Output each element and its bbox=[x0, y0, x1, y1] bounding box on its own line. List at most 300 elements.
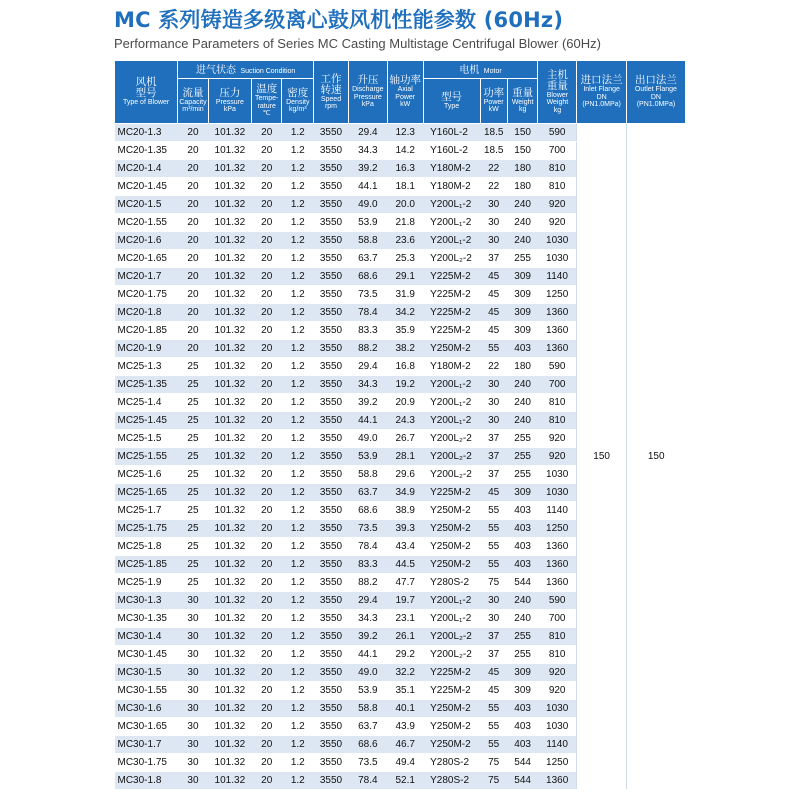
cell-axial-power: 28.1 bbox=[387, 447, 423, 465]
cell-motor-power: 37 bbox=[480, 465, 507, 483]
cell-axial-power: 35.9 bbox=[387, 321, 423, 339]
cell-discharge-pressure: 88.2 bbox=[348, 573, 387, 591]
cell-pressure: 101.32 bbox=[208, 177, 251, 195]
cell-motor-weight: 240 bbox=[507, 195, 538, 213]
cell-model: MC30-1.4 bbox=[115, 627, 178, 645]
cell-blower-weight: 810 bbox=[538, 627, 577, 645]
cell-motor-type: Y225M-2 bbox=[423, 483, 480, 501]
cell-pressure: 101.32 bbox=[208, 159, 251, 177]
cell-motor-weight: 240 bbox=[507, 375, 538, 393]
cell-temperature: 20 bbox=[251, 447, 282, 465]
cell-capacity: 25 bbox=[178, 447, 209, 465]
cell-discharge-pressure: 58.8 bbox=[348, 699, 387, 717]
cell-density: 1.2 bbox=[282, 735, 314, 753]
cell-capacity: 30 bbox=[178, 753, 209, 771]
cell-pressure: 101.32 bbox=[208, 519, 251, 537]
cell-axial-power: 39.3 bbox=[387, 519, 423, 537]
cell-density: 1.2 bbox=[282, 231, 314, 249]
cell-capacity: 25 bbox=[178, 357, 209, 375]
cell-density: 1.2 bbox=[282, 627, 314, 645]
cell-discharge-pressure: 63.7 bbox=[348, 717, 387, 735]
cell-motor-weight: 255 bbox=[507, 429, 538, 447]
cell-axial-power: 43.9 bbox=[387, 717, 423, 735]
cell-model: MC25-1.8 bbox=[115, 537, 178, 555]
cell-temperature: 20 bbox=[251, 573, 282, 591]
cell-speed: 3550 bbox=[314, 663, 349, 681]
cell-speed: 3550 bbox=[314, 249, 349, 267]
cell-discharge-pressure: 58.8 bbox=[348, 231, 387, 249]
cell-motor-power: 75 bbox=[480, 771, 507, 789]
cell-motor-type: Y200L₁-2 bbox=[423, 609, 480, 627]
cell-speed: 3550 bbox=[314, 591, 349, 609]
cell-temperature: 20 bbox=[251, 555, 282, 573]
cell-motor-power: 30 bbox=[480, 213, 507, 231]
cell-motor-power: 55 bbox=[480, 735, 507, 753]
cell-motor-power: 45 bbox=[480, 303, 507, 321]
cell-density: 1.2 bbox=[282, 303, 314, 321]
cell-pressure: 101.32 bbox=[208, 609, 251, 627]
cell-motor-power: 55 bbox=[480, 699, 507, 717]
cell-capacity: 25 bbox=[178, 411, 209, 429]
cell-density: 1.2 bbox=[282, 717, 314, 735]
cell-temperature: 20 bbox=[251, 321, 282, 339]
cell-speed: 3550 bbox=[314, 465, 349, 483]
cell-pressure: 101.32 bbox=[208, 375, 251, 393]
cell-motor-power: 18.5 bbox=[480, 141, 507, 159]
cell-blower-weight: 1030 bbox=[538, 249, 577, 267]
cell-motor-power: 37 bbox=[480, 429, 507, 447]
cell-density: 1.2 bbox=[282, 159, 314, 177]
cell-motor-type: Y200L₂-2 bbox=[423, 645, 480, 663]
cell-temperature: 20 bbox=[251, 591, 282, 609]
cell-axial-power: 25.3 bbox=[387, 249, 423, 267]
cell-motor-type: Y250M-2 bbox=[423, 519, 480, 537]
page-title: MC 系列铸造多级离心鼓风机性能参数 (60Hz) bbox=[114, 8, 564, 32]
cell-axial-power: 29.1 bbox=[387, 267, 423, 285]
cell-blower-weight: 1030 bbox=[538, 699, 577, 717]
cell-temperature: 20 bbox=[251, 159, 282, 177]
cell-axial-power: 20.0 bbox=[387, 195, 423, 213]
cell-blower-weight: 1250 bbox=[538, 285, 577, 303]
cell-blower-weight: 1360 bbox=[538, 573, 577, 591]
cell-motor-type: Y200L₁-2 bbox=[423, 195, 480, 213]
cell-temperature: 20 bbox=[251, 771, 282, 789]
cell-motor-power: 30 bbox=[480, 195, 507, 213]
cell-density: 1.2 bbox=[282, 393, 314, 411]
cell-density: 1.2 bbox=[282, 249, 314, 267]
cell-discharge-pressure: 49.0 bbox=[348, 663, 387, 681]
cell-capacity: 25 bbox=[178, 375, 209, 393]
cell-axial-power: 31.9 bbox=[387, 285, 423, 303]
cell-axial-power: 23.6 bbox=[387, 231, 423, 249]
cell-blower-weight: 810 bbox=[538, 645, 577, 663]
cell-motor-weight: 255 bbox=[507, 447, 538, 465]
cell-temperature: 20 bbox=[251, 285, 282, 303]
cell-capacity: 20 bbox=[178, 141, 209, 159]
cell-model: MC25-1.35 bbox=[115, 375, 178, 393]
cell-density: 1.2 bbox=[282, 465, 314, 483]
cell-temperature: 20 bbox=[251, 699, 282, 717]
cell-pressure: 101.32 bbox=[208, 195, 251, 213]
cell-blower-weight: 810 bbox=[538, 177, 577, 195]
cell-pressure: 101.32 bbox=[208, 285, 251, 303]
cell-model: MC25-1.7 bbox=[115, 501, 178, 519]
cell-capacity: 30 bbox=[178, 681, 209, 699]
cell-motor-weight: 180 bbox=[507, 159, 538, 177]
cell-temperature: 20 bbox=[251, 501, 282, 519]
cell-motor-type: Y250M-2 bbox=[423, 339, 480, 357]
cell-model: MC30-1.55 bbox=[115, 681, 178, 699]
cell-capacity: 25 bbox=[178, 573, 209, 591]
cell-motor-weight: 403 bbox=[507, 699, 538, 717]
cell-axial-power: 18.1 bbox=[387, 177, 423, 195]
cell-blower-weight: 1360 bbox=[538, 555, 577, 573]
cell-motor-weight: 403 bbox=[507, 339, 538, 357]
cell-motor-power: 55 bbox=[480, 519, 507, 537]
cell-model: MC25-1.45 bbox=[115, 411, 178, 429]
cell-density: 1.2 bbox=[282, 609, 314, 627]
cell-discharge-pressure: 83.3 bbox=[348, 555, 387, 573]
cell-axial-power: 29.2 bbox=[387, 645, 423, 663]
cell-blower-weight: 1360 bbox=[538, 321, 577, 339]
header-motor: 电机 Motor bbox=[423, 61, 538, 79]
cell-model: MC20-1.45 bbox=[115, 177, 178, 195]
cell-axial-power: 16.3 bbox=[387, 159, 423, 177]
cell-density: 1.2 bbox=[282, 591, 314, 609]
cell-discharge-pressure: 73.5 bbox=[348, 753, 387, 771]
cell-discharge-pressure: 68.6 bbox=[348, 735, 387, 753]
header-axial-power: 轴功率 Axial Power kW bbox=[387, 61, 423, 124]
cell-capacity: 25 bbox=[178, 483, 209, 501]
cell-pressure: 101.32 bbox=[208, 537, 251, 555]
cell-discharge-pressure: 49.0 bbox=[348, 195, 387, 213]
cell-motor-type: Y200L₁-2 bbox=[423, 213, 480, 231]
cell-axial-power: 46.7 bbox=[387, 735, 423, 753]
cell-axial-power: 14.2 bbox=[387, 141, 423, 159]
cell-temperature: 20 bbox=[251, 465, 282, 483]
cell-discharge-pressure: 78.4 bbox=[348, 771, 387, 789]
cell-discharge-pressure: 44.1 bbox=[348, 177, 387, 195]
header-motor-weight: 重量 Weight kg bbox=[507, 78, 538, 123]
cell-model: MC30-1.6 bbox=[115, 699, 178, 717]
cell-temperature: 20 bbox=[251, 627, 282, 645]
cell-blower-weight: 700 bbox=[538, 375, 577, 393]
cell-motor-type: Y200L₁-2 bbox=[423, 375, 480, 393]
cell-axial-power: 44.5 bbox=[387, 555, 423, 573]
cell-axial-power: 24.3 bbox=[387, 411, 423, 429]
cell-capacity: 25 bbox=[178, 537, 209, 555]
cell-discharge-pressure: 78.4 bbox=[348, 303, 387, 321]
cell-discharge-pressure: 73.5 bbox=[348, 519, 387, 537]
cell-axial-power: 20.9 bbox=[387, 393, 423, 411]
cell-model: MC30-1.65 bbox=[115, 717, 178, 735]
cell-discharge-pressure: 34.3 bbox=[348, 141, 387, 159]
cell-pressure: 101.32 bbox=[208, 555, 251, 573]
cell-blower-weight: 810 bbox=[538, 411, 577, 429]
cell-discharge-pressure: 53.9 bbox=[348, 447, 387, 465]
cell-speed: 3550 bbox=[314, 303, 349, 321]
cell-speed: 3550 bbox=[314, 231, 349, 249]
cell-motor-type: Y225M-2 bbox=[423, 321, 480, 339]
cell-pressure: 101.32 bbox=[208, 447, 251, 465]
cell-capacity: 25 bbox=[178, 555, 209, 573]
header-inlet-flange: 进口法兰 Inlet Flange DN (PN1.0MPa) bbox=[577, 61, 627, 124]
cell-pressure: 101.32 bbox=[208, 339, 251, 357]
cell-motor-weight: 403 bbox=[507, 537, 538, 555]
cell-discharge-pressure: 34.3 bbox=[348, 375, 387, 393]
cell-density: 1.2 bbox=[282, 699, 314, 717]
cell-capacity: 20 bbox=[178, 267, 209, 285]
cell-speed: 3550 bbox=[314, 609, 349, 627]
cell-pressure: 101.32 bbox=[208, 123, 251, 141]
cell-temperature: 20 bbox=[251, 519, 282, 537]
cell-speed: 3550 bbox=[314, 447, 349, 465]
cell-density: 1.2 bbox=[282, 285, 314, 303]
cell-temperature: 20 bbox=[251, 663, 282, 681]
header-temperature: 温度 Tempe- rature ℃ bbox=[251, 78, 282, 123]
page-subtitle: Performance Parameters of Series MC Casting Multistage Centrifugal Blower (60Hz) bbox=[114, 36, 601, 51]
table-header bbox=[115, 61, 686, 124]
cell-motor-weight: 180 bbox=[507, 177, 538, 195]
cell-density: 1.2 bbox=[282, 177, 314, 195]
cell-motor-weight: 255 bbox=[507, 645, 538, 663]
cell-motor-power: 30 bbox=[480, 411, 507, 429]
cell-motor-type: Y280S-2 bbox=[423, 573, 480, 591]
cell-motor-weight: 309 bbox=[507, 303, 538, 321]
cell-model: MC20-1.35 bbox=[115, 141, 178, 159]
cell-speed: 3550 bbox=[314, 573, 349, 591]
cell-motor-weight: 240 bbox=[507, 591, 538, 609]
cell-motor-weight: 240 bbox=[507, 213, 538, 231]
cell-speed: 3550 bbox=[314, 483, 349, 501]
cell-motor-weight: 403 bbox=[507, 717, 538, 735]
cell-discharge-pressure: 29.4 bbox=[348, 357, 387, 375]
cell-temperature: 20 bbox=[251, 375, 282, 393]
cell-temperature: 20 bbox=[251, 411, 282, 429]
cell-density: 1.2 bbox=[282, 753, 314, 771]
cell-blower-weight: 920 bbox=[538, 447, 577, 465]
cell-speed: 3550 bbox=[314, 717, 349, 735]
header-suction-condition: 进气状态 Suction Condition bbox=[178, 61, 314, 79]
cell-model: MC20-1.85 bbox=[115, 321, 178, 339]
cell-capacity: 20 bbox=[178, 285, 209, 303]
cell-speed: 3550 bbox=[314, 393, 349, 411]
cell-capacity: 20 bbox=[178, 249, 209, 267]
cell-model: MC25-1.55 bbox=[115, 447, 178, 465]
cell-density: 1.2 bbox=[282, 645, 314, 663]
cell-density: 1.2 bbox=[282, 555, 314, 573]
cell-pressure: 101.32 bbox=[208, 735, 251, 753]
cell-model: MC25-1.6 bbox=[115, 465, 178, 483]
cell-temperature: 20 bbox=[251, 393, 282, 411]
cell-motor-power: 55 bbox=[480, 555, 507, 573]
cell-speed: 3550 bbox=[314, 267, 349, 285]
cell-discharge-pressure: 53.9 bbox=[348, 213, 387, 231]
cell-motor-power: 45 bbox=[480, 285, 507, 303]
cell-model: MC25-1.85 bbox=[115, 555, 178, 573]
cell-motor-type: Y280S-2 bbox=[423, 771, 480, 789]
cell-motor-power: 45 bbox=[480, 267, 507, 285]
cell-pressure: 101.32 bbox=[208, 717, 251, 735]
cell-motor-weight: 544 bbox=[507, 771, 538, 789]
cell-model: MC20-1.3 bbox=[115, 123, 178, 141]
cell-speed: 3550 bbox=[314, 771, 349, 789]
cell-axial-power: 19.2 bbox=[387, 375, 423, 393]
cell-motor-power: 55 bbox=[480, 537, 507, 555]
cell-discharge-pressure: 68.6 bbox=[348, 501, 387, 519]
cell-blower-weight: 1360 bbox=[538, 537, 577, 555]
cell-temperature: 20 bbox=[251, 123, 282, 141]
cell-capacity: 20 bbox=[178, 123, 209, 141]
cell-motor-weight: 403 bbox=[507, 519, 538, 537]
cell-density: 1.2 bbox=[282, 429, 314, 447]
cell-capacity: 30 bbox=[178, 609, 209, 627]
cell-density: 1.2 bbox=[282, 573, 314, 591]
cell-motor-power: 37 bbox=[480, 447, 507, 465]
header-blower-weight: 主机 重量 Blower Weight kg bbox=[538, 61, 577, 124]
cell-blower-weight: 1140 bbox=[538, 735, 577, 753]
header-speed: 工作 转速 Speed rpm bbox=[314, 61, 349, 124]
cell-speed: 3550 bbox=[314, 123, 349, 141]
cell-axial-power: 49.4 bbox=[387, 753, 423, 771]
table-body bbox=[115, 123, 686, 789]
cell-blower-weight: 1360 bbox=[538, 771, 577, 789]
cell-motor-type: Y280S-2 bbox=[423, 753, 480, 771]
cell-density: 1.2 bbox=[282, 537, 314, 555]
cell-model: MC25-1.4 bbox=[115, 393, 178, 411]
cell-blower-weight: 590 bbox=[538, 357, 577, 375]
cell-pressure: 101.32 bbox=[208, 699, 251, 717]
cell-pressure: 101.32 bbox=[208, 429, 251, 447]
cell-discharge-pressure: 44.1 bbox=[348, 411, 387, 429]
cell-motor-type: Y250M-2 bbox=[423, 501, 480, 519]
cell-model: MC30-1.45 bbox=[115, 645, 178, 663]
cell-temperature: 20 bbox=[251, 195, 282, 213]
cell-temperature: 20 bbox=[251, 429, 282, 447]
cell-motor-type: Y200L₁-2 bbox=[423, 393, 480, 411]
cell-speed: 3550 bbox=[314, 321, 349, 339]
cell-speed: 3550 bbox=[314, 645, 349, 663]
cell-model: MC20-1.9 bbox=[115, 339, 178, 357]
cell-discharge-pressure: 44.1 bbox=[348, 645, 387, 663]
cell-motor-power: 30 bbox=[480, 231, 507, 249]
cell-discharge-pressure: 49.0 bbox=[348, 429, 387, 447]
cell-speed: 3550 bbox=[314, 429, 349, 447]
cell-outlet-flange: 150 bbox=[626, 123, 685, 789]
cell-axial-power: 16.8 bbox=[387, 357, 423, 375]
cell-motor-type: Y200L₁-2 bbox=[423, 411, 480, 429]
cell-axial-power: 34.2 bbox=[387, 303, 423, 321]
cell-axial-power: 47.7 bbox=[387, 573, 423, 591]
cell-motor-type: Y225M-2 bbox=[423, 681, 480, 699]
cell-temperature: 20 bbox=[251, 267, 282, 285]
cell-motor-power: 30 bbox=[480, 609, 507, 627]
cell-pressure: 101.32 bbox=[208, 411, 251, 429]
cell-axial-power: 32.2 bbox=[387, 663, 423, 681]
cell-model: MC20-1.6 bbox=[115, 231, 178, 249]
cell-motor-power: 30 bbox=[480, 591, 507, 609]
cell-axial-power: 29.6 bbox=[387, 465, 423, 483]
cell-motor-power: 55 bbox=[480, 717, 507, 735]
cell-density: 1.2 bbox=[282, 411, 314, 429]
cell-blower-weight: 590 bbox=[538, 123, 577, 141]
cell-density: 1.2 bbox=[282, 663, 314, 681]
cell-blower-weight: 920 bbox=[538, 195, 577, 213]
cell-motor-type: Y200L₂-2 bbox=[423, 249, 480, 267]
cell-pressure: 101.32 bbox=[208, 321, 251, 339]
cell-motor-type: Y225M-2 bbox=[423, 303, 480, 321]
cell-motor-type: Y200L₂-2 bbox=[423, 447, 480, 465]
cell-pressure: 101.32 bbox=[208, 591, 251, 609]
cell-density: 1.2 bbox=[282, 519, 314, 537]
cell-motor-type: Y200L₂-2 bbox=[423, 627, 480, 645]
cell-discharge-pressure: 34.3 bbox=[348, 609, 387, 627]
cell-motor-weight: 240 bbox=[507, 231, 538, 249]
cell-discharge-pressure: 78.4 bbox=[348, 537, 387, 555]
cell-motor-power: 45 bbox=[480, 663, 507, 681]
cell-motor-power: 55 bbox=[480, 501, 507, 519]
cell-axial-power: 43.4 bbox=[387, 537, 423, 555]
header-motor-type: 型号 Type bbox=[423, 78, 480, 123]
cell-motor-type: Y160L-2 bbox=[423, 123, 480, 141]
header-density: 密度 Density kg/m³ bbox=[282, 78, 314, 123]
cell-pressure: 101.32 bbox=[208, 501, 251, 519]
cell-motor-type: Y200L₁-2 bbox=[423, 231, 480, 249]
cell-pressure: 101.32 bbox=[208, 483, 251, 501]
cell-speed: 3550 bbox=[314, 555, 349, 573]
cell-temperature: 20 bbox=[251, 249, 282, 267]
cell-temperature: 20 bbox=[251, 303, 282, 321]
cell-density: 1.2 bbox=[282, 141, 314, 159]
cell-density: 1.2 bbox=[282, 501, 314, 519]
cell-motor-power: 75 bbox=[480, 573, 507, 591]
cell-density: 1.2 bbox=[282, 339, 314, 357]
cell-motor-type: Y200L₁-2 bbox=[423, 591, 480, 609]
cell-capacity: 30 bbox=[178, 771, 209, 789]
cell-density: 1.2 bbox=[282, 483, 314, 501]
cell-capacity: 25 bbox=[178, 429, 209, 447]
cell-pressure: 101.32 bbox=[208, 681, 251, 699]
cell-axial-power: 26.1 bbox=[387, 627, 423, 645]
cell-blower-weight: 1250 bbox=[538, 519, 577, 537]
cell-blower-weight: 920 bbox=[538, 213, 577, 231]
cell-motor-weight: 240 bbox=[507, 411, 538, 429]
header-capacity: 流量 Capacity m³/min bbox=[178, 78, 209, 123]
cell-speed: 3550 bbox=[314, 177, 349, 195]
cell-temperature: 20 bbox=[251, 609, 282, 627]
cell-motor-power: 30 bbox=[480, 375, 507, 393]
cell-motor-weight: 255 bbox=[507, 249, 538, 267]
cell-blower-weight: 1360 bbox=[538, 303, 577, 321]
cell-blower-weight: 1030 bbox=[538, 231, 577, 249]
header-outlet-flange: 出口法兰 Outlet Flange DN (PN1.0MPa) bbox=[626, 61, 685, 124]
cell-temperature: 20 bbox=[251, 735, 282, 753]
cell-pressure: 101.32 bbox=[208, 249, 251, 267]
cell-motor-power: 37 bbox=[480, 645, 507, 663]
cell-motor-weight: 150 bbox=[507, 141, 538, 159]
cell-motor-power: 30 bbox=[480, 393, 507, 411]
performance-table bbox=[114, 60, 686, 790]
cell-capacity: 30 bbox=[178, 591, 209, 609]
cell-discharge-pressure: 63.7 bbox=[348, 483, 387, 501]
cell-pressure: 101.32 bbox=[208, 213, 251, 231]
cell-speed: 3550 bbox=[314, 213, 349, 231]
cell-capacity: 20 bbox=[178, 231, 209, 249]
cell-motor-type: Y225M-2 bbox=[423, 285, 480, 303]
cell-axial-power: 19.7 bbox=[387, 591, 423, 609]
cell-axial-power: 34.9 bbox=[387, 483, 423, 501]
cell-pressure: 101.32 bbox=[208, 141, 251, 159]
